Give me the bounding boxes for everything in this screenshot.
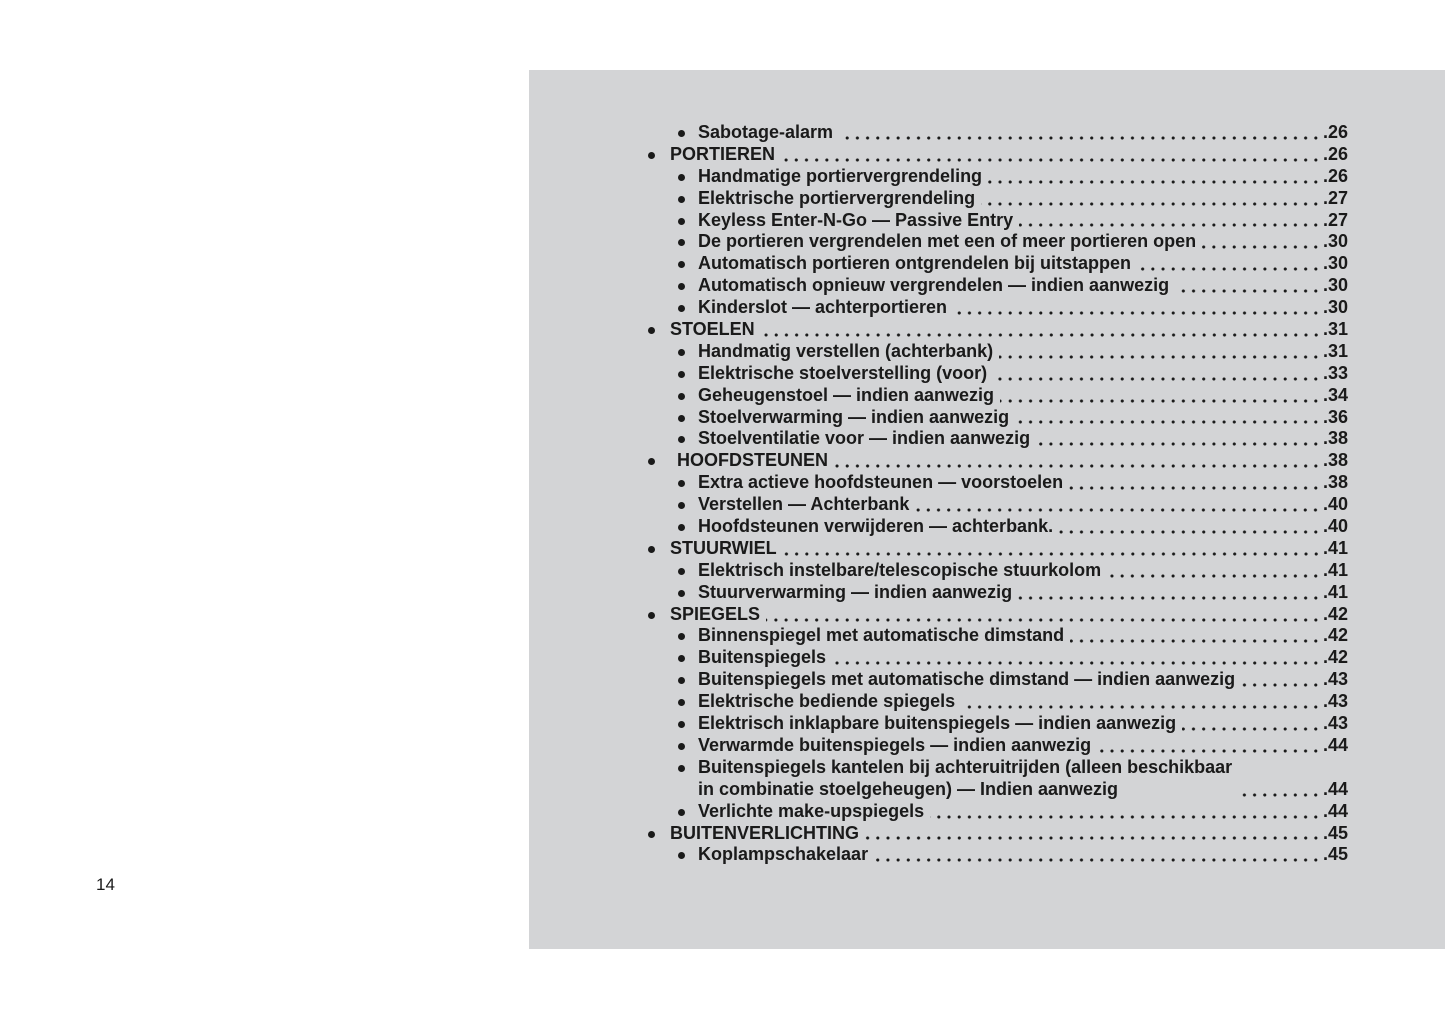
toc-entry-sabotage-alarm[interactable] xyxy=(0,122,1348,144)
toc-page: .26 xyxy=(1322,165,1348,186)
toc-entry-elektrische-stoelverstelling[interactable] xyxy=(0,363,1348,385)
bullet xyxy=(678,721,685,728)
dot-leader xyxy=(1175,275,1321,297)
toc-entry-portieren-vergrendelen-open[interactable] xyxy=(0,231,1348,253)
toc-title-line-1: Buitenspiegels kantelen bij achteruitrijden (alleen beschikbaar xyxy=(698,756,1233,777)
bullet xyxy=(678,436,685,443)
dot-leader xyxy=(993,363,1321,385)
toc-title: Elektrische bediende spiegels xyxy=(698,691,956,712)
toc-title-line-2: in combinatie stoelgeheugen) — Indien aanwezig xyxy=(698,778,1119,799)
bullet xyxy=(648,458,655,465)
dot-leader xyxy=(839,122,1321,144)
toc-entry-stoelventilatie[interactable] xyxy=(0,428,1348,450)
toc-page: .27 xyxy=(1322,187,1348,208)
toc-entry-verstellen-achterbank[interactable] xyxy=(0,494,1348,516)
toc-title: STOELEN xyxy=(670,319,755,340)
dot-leader xyxy=(761,319,1321,341)
bullet xyxy=(678,590,685,597)
toc-entry-automatisch-ontgrendelen[interactable] xyxy=(0,253,1348,275)
bullet xyxy=(678,765,685,772)
toc-title: Stoelverwarming — indien aanwezig xyxy=(698,406,1010,427)
bullet xyxy=(678,655,685,662)
dot-leader xyxy=(1036,428,1321,450)
bullet xyxy=(678,305,685,312)
toc-title: Automatisch opnieuw vergrendelen — indien aanwezig xyxy=(698,275,1170,296)
dot-leader xyxy=(781,144,1321,166)
toc-title: PORTIEREN xyxy=(670,143,776,164)
toc-section-hoofdsteunen[interactable] xyxy=(0,450,1348,472)
dot-leader xyxy=(1202,231,1321,253)
toc-title: Buitenspiegels xyxy=(698,647,827,668)
bullet xyxy=(678,393,685,400)
toc-title: Buitenspiegels met automatische dimstand — indien aanwezig xyxy=(698,669,1236,690)
toc-page: .33 xyxy=(1322,362,1348,383)
dot-leader xyxy=(1000,385,1321,407)
toc-page: .30 xyxy=(1322,275,1348,296)
toc-title: Sabotage-alarm xyxy=(698,122,834,142)
toc-title: Geheugenstoel — indien aanwezig xyxy=(698,384,995,405)
toc-page: .41 xyxy=(1322,581,1348,602)
dot-leader xyxy=(1059,516,1321,538)
toc-page: .45 xyxy=(1322,844,1348,865)
toc-page: .42 xyxy=(1322,625,1348,646)
toc-entry-buitenspiegels[interactable] xyxy=(0,647,1348,669)
toc-entry-elektrische-portiervergrendeling[interactable] xyxy=(0,188,1348,210)
toc-title: Verwarmde buitenspiegels — indien aanwezig xyxy=(698,734,1092,755)
dot-leader xyxy=(1097,735,1321,757)
toc-page: .41 xyxy=(1322,537,1348,558)
toc-title: Extra actieve hoofdsteunen — voorstoelen xyxy=(698,472,1064,493)
toc-page: .44 xyxy=(1322,734,1348,755)
toc-title: Handmatig verstellen (achterbank) xyxy=(698,340,994,361)
dot-leader xyxy=(1069,472,1321,494)
dot-leader xyxy=(1137,253,1321,275)
bullet xyxy=(648,831,655,838)
dot-leader xyxy=(953,297,1321,319)
toc-page: .42 xyxy=(1322,603,1348,624)
bullet xyxy=(678,415,685,422)
toc-section-stoelen[interactable] xyxy=(0,319,1348,341)
toc-section-buitenverlichting[interactable] xyxy=(0,823,1348,845)
toc-entry-handmatige-portiervergrendeling[interactable] xyxy=(0,166,1348,188)
toc-title: Kinderslot — achterportieren xyxy=(698,297,948,318)
toc-page: .31 xyxy=(1322,319,1348,340)
bullet xyxy=(648,546,655,553)
toc-page: .27 xyxy=(1322,209,1348,230)
dot-leader xyxy=(1182,713,1321,735)
bullet xyxy=(648,152,655,159)
toc-entry-extra-actieve-hoofdsteunen[interactable] xyxy=(0,472,1348,494)
toc-title: Verlichte make-upspiegels xyxy=(698,800,925,821)
toc-title: STUURWIEL xyxy=(670,537,777,558)
dot-leader xyxy=(930,801,1321,823)
dot-leader xyxy=(1107,560,1321,582)
toc-entry-hoofdsteunen-verwijderen[interactable] xyxy=(0,516,1348,538)
toc-entry-binnenspiegel[interactable] xyxy=(0,625,1348,647)
toc-page: .31 xyxy=(1322,340,1348,361)
dot-leader xyxy=(999,341,1321,363)
dot-leader xyxy=(874,844,1321,866)
toc-entry-geheugenstoel[interactable] xyxy=(0,385,1348,407)
table-of-contents xyxy=(0,122,1348,866)
toc-page: .40 xyxy=(1322,516,1348,537)
dot-leader xyxy=(1015,407,1321,429)
bullet xyxy=(678,743,685,750)
toc-page: .43 xyxy=(1322,691,1348,712)
dot-leader xyxy=(915,494,1321,516)
toc-title: Hoofdsteunen verwijderen — achterbank. xyxy=(698,516,1054,537)
toc-title: HOOFDSTEUNEN xyxy=(677,450,829,471)
bullet xyxy=(678,524,685,531)
toc-page: .26 xyxy=(1322,143,1348,164)
toc-title: Automatisch portieren ontgrendelen bij uitstappen xyxy=(698,253,1132,274)
toc-page: .38 xyxy=(1322,472,1348,493)
toc-page: .38 xyxy=(1322,450,1348,471)
toc-title: Stuurverwarming — indien aanwezig xyxy=(698,581,1013,602)
toc-title: BUITENVERLICHTING xyxy=(670,822,859,843)
dot-leader xyxy=(865,823,1321,845)
toc-page: .30 xyxy=(1322,231,1348,252)
toc-entry-spiegels-kantelen[interactable] xyxy=(0,757,1348,801)
bullet xyxy=(678,196,685,203)
bullet xyxy=(678,633,685,640)
dot-leader xyxy=(961,691,1321,713)
dot-leader xyxy=(834,450,1321,472)
toc-entry-elektrische-spiegels[interactable] xyxy=(0,691,1348,713)
dot-leader xyxy=(981,188,1321,210)
toc-title: Elektrisch instelbare/telescopische stuurkolom xyxy=(698,559,1102,580)
bullet xyxy=(678,480,685,487)
toc-page: .44 xyxy=(1322,778,1348,799)
toc-entry-verwarmde-spiegels[interactable] xyxy=(0,735,1348,757)
bullet xyxy=(648,612,655,619)
toc-title: Elektrische stoelverstelling (voor) xyxy=(698,362,988,383)
toc-section-spiegels[interactable] xyxy=(0,604,1348,626)
toc-title: SPIEGELS xyxy=(670,603,761,624)
bullet xyxy=(678,239,685,246)
toc-title: Binnenspiegel met automatische dimstand xyxy=(698,625,1065,646)
toc-entry-kinderslot[interactable] xyxy=(0,297,1348,319)
bullet xyxy=(678,809,685,816)
bullet xyxy=(678,174,685,181)
dot-leader xyxy=(1070,626,1321,648)
toc-title: Keyless Enter-N-Go — Passive Entry xyxy=(698,209,1014,230)
toc-page: .45 xyxy=(1322,822,1348,843)
toc-page: .43 xyxy=(1322,713,1348,734)
toc-entry-keyless-enter-n-go[interactable] xyxy=(0,210,1348,232)
dot-leader xyxy=(1019,210,1321,232)
toc-title: Verstellen — Achterbank xyxy=(698,494,910,515)
bullet xyxy=(678,699,685,706)
toc-page: .36 xyxy=(1322,406,1348,427)
dot-leader xyxy=(988,166,1321,188)
dot-leader xyxy=(783,538,1321,560)
toc-section-portieren[interactable] xyxy=(0,144,1348,166)
toc-entry-stuurkolom[interactable] xyxy=(0,560,1348,582)
bullet xyxy=(648,327,655,334)
toc-entry-koplampschakelaar[interactable] xyxy=(0,844,1348,866)
bullet xyxy=(678,502,685,509)
toc-page: .26 xyxy=(1322,122,1348,142)
toc-title: Stoelventilatie voor — indien aanwezig xyxy=(698,428,1031,449)
bullet xyxy=(678,349,685,356)
page-number: 14 xyxy=(96,875,115,894)
dot-leader xyxy=(1241,669,1321,691)
toc-page: .34 xyxy=(1322,384,1348,405)
dot-leader xyxy=(1018,582,1321,604)
toc-entry-inklapbare-spiegels[interactable] xyxy=(0,713,1348,735)
bullet xyxy=(678,677,685,684)
toc-entry-stoelverwarming[interactable] xyxy=(0,407,1348,429)
toc-entry-make-upspiegels[interactable] xyxy=(0,801,1348,823)
dot-leader xyxy=(1238,779,1321,801)
toc-entry-automatisch-opnieuw-vergrendelen[interactable] xyxy=(0,275,1348,297)
toc-page: .42 xyxy=(1322,647,1348,668)
toc-title: De portieren vergrendelen met een of meer portieren open xyxy=(698,231,1197,252)
toc-title: Koplampschakelaar xyxy=(698,844,869,865)
bullet xyxy=(678,218,685,225)
toc-page: .30 xyxy=(1322,297,1348,318)
bullet xyxy=(678,371,685,378)
dot-leader xyxy=(832,647,1321,669)
dot-leader xyxy=(766,604,1321,626)
toc-title-block xyxy=(698,757,1236,801)
toc-section-stuurwiel[interactable] xyxy=(0,538,1348,560)
toc-page: .44 xyxy=(1322,800,1348,821)
bullet xyxy=(678,130,685,137)
bullet xyxy=(678,261,685,268)
toc-title: Elektrisch inklapbare buitenspiegels — indien aanwezig xyxy=(698,713,1177,734)
toc-page: .41 xyxy=(1322,559,1348,580)
toc-entry-buitenspiegels-dimstand[interactable] xyxy=(0,669,1348,691)
toc-page: .30 xyxy=(1322,253,1348,274)
toc-page: .38 xyxy=(1322,428,1348,449)
bullet xyxy=(678,852,685,859)
toc-title: Handmatige portiervergrendeling xyxy=(698,165,983,186)
toc-entry-stuurverwarming[interactable] xyxy=(0,582,1348,604)
toc-entry-handmatig-verstellen[interactable] xyxy=(0,341,1348,363)
toc-page: .40 xyxy=(1322,494,1348,515)
bullet xyxy=(678,568,685,575)
toc-title: Elektrische portiervergrendeling xyxy=(698,187,976,208)
bullet xyxy=(678,283,685,290)
toc-page: .43 xyxy=(1322,669,1348,690)
